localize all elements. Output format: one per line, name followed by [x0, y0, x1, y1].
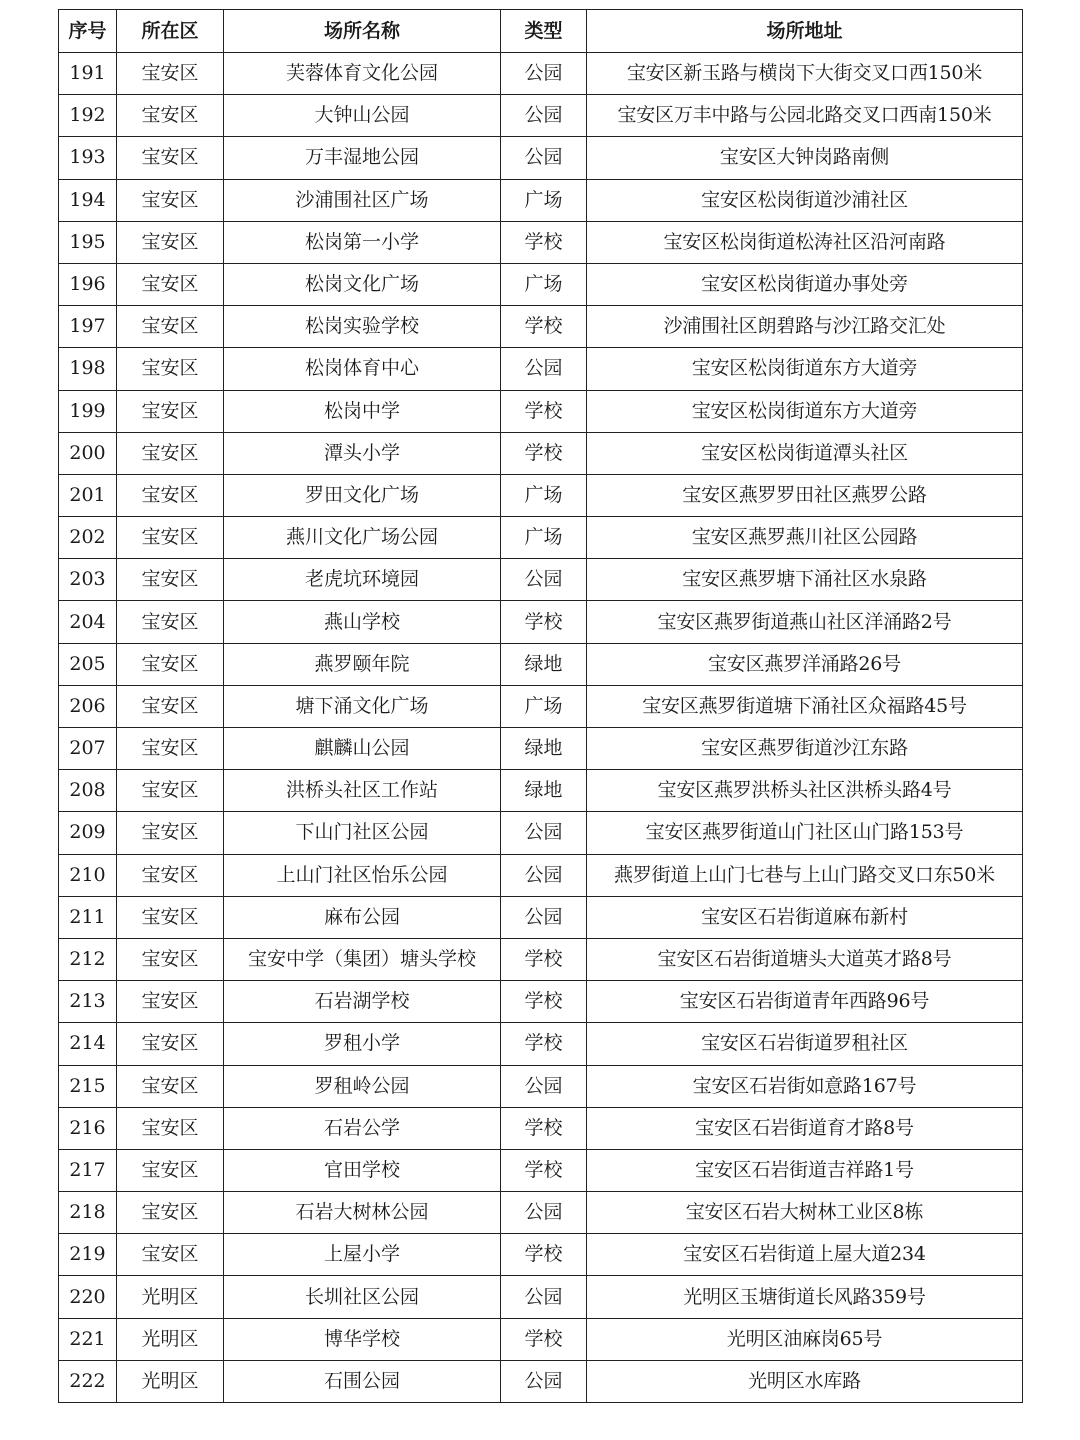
- table-row: [59, 685, 1023, 727]
- cell-index: 212: [59, 938, 117, 980]
- cell-address: 宝安区松岗街道松涛社区沿河南路: [587, 221, 1023, 263]
- cell-type: 学校: [501, 306, 587, 348]
- cell-index: 196: [59, 263, 117, 305]
- table-row: [59, 95, 1023, 137]
- table-row: [59, 1234, 1023, 1276]
- cell-address: 宝安区松岗街道东方大道旁: [587, 390, 1023, 432]
- table-row: [59, 263, 1023, 305]
- cell-type: 学校: [501, 1318, 587, 1360]
- cell-address: 宝安区石岩街道上屋大道234: [587, 1234, 1023, 1276]
- cell-address: 宝安区大钟岗路南侧: [587, 137, 1023, 179]
- cell-address: 宝安区万丰中路与公园北路交叉口西南150米: [587, 95, 1023, 137]
- cell-type: 学校: [501, 221, 587, 263]
- table-row: [59, 938, 1023, 980]
- cell-district: 宝安区: [117, 728, 224, 770]
- cell-type: 学校: [501, 601, 587, 643]
- cell-address: 宝安区燕罗燕川社区公园路: [587, 517, 1023, 559]
- cell-district: 宝安区: [117, 1107, 224, 1149]
- cell-index: 203: [59, 559, 117, 601]
- cell-venue-name: 长圳社区公园: [224, 1276, 501, 1318]
- cell-district: 宝安区: [117, 306, 224, 348]
- cell-venue-name: 大钟山公园: [224, 95, 501, 137]
- header-address: 场所地址: [587, 10, 1023, 53]
- cell-address: 宝安区松岗街道沙浦社区: [587, 179, 1023, 221]
- cell-address: 光明区水库路: [587, 1360, 1023, 1402]
- cell-address: 宝安区石岩街道育才路8号: [587, 1107, 1023, 1149]
- cell-type: 公园: [501, 896, 587, 938]
- table-row: [59, 1192, 1023, 1234]
- cell-index: 205: [59, 643, 117, 685]
- table-row: [59, 137, 1023, 179]
- cell-district: 宝安区: [117, 348, 224, 390]
- cell-district: 光明区: [117, 1318, 224, 1360]
- cell-district: 光明区: [117, 1276, 224, 1318]
- cell-type: 学校: [501, 1023, 587, 1065]
- cell-index: 200: [59, 432, 117, 474]
- cell-district: 宝安区: [117, 1023, 224, 1065]
- cell-venue-name: 潭头小学: [224, 432, 501, 474]
- cell-index: 217: [59, 1149, 117, 1191]
- table-row: [59, 1065, 1023, 1107]
- cell-type: 学校: [501, 1234, 587, 1276]
- table-row: [59, 1023, 1023, 1065]
- cell-district: 宝安区: [117, 1234, 224, 1276]
- cell-address: 宝安区燕罗街道塘下涌社区众福路45号: [587, 685, 1023, 727]
- cell-venue-name: 官田学校: [224, 1149, 501, 1191]
- cell-district: 宝安区: [117, 896, 224, 938]
- cell-venue-name: 松岗文化广场: [224, 263, 501, 305]
- table-row: [59, 1149, 1023, 1191]
- cell-index: 210: [59, 854, 117, 896]
- cell-index: 197: [59, 306, 117, 348]
- cell-district: 宝安区: [117, 770, 224, 812]
- table-row: [59, 348, 1023, 390]
- cell-venue-name: 芙蓉体育文化公园: [224, 53, 501, 95]
- cell-type: 绿地: [501, 770, 587, 812]
- table-row: [59, 474, 1023, 516]
- table-header: [59, 10, 1023, 53]
- table-row: [59, 812, 1023, 854]
- cell-venue-name: 燕罗颐年院: [224, 643, 501, 685]
- cell-district: 宝安区: [117, 53, 224, 95]
- cell-district: 宝安区: [117, 938, 224, 980]
- cell-type: 广场: [501, 685, 587, 727]
- cell-venue-name: 上屋小学: [224, 1234, 501, 1276]
- cell-index: 206: [59, 685, 117, 727]
- cell-index: 195: [59, 221, 117, 263]
- cell-district: 宝安区: [117, 685, 224, 727]
- cell-type: 公园: [501, 95, 587, 137]
- cell-index: 219: [59, 1234, 117, 1276]
- cell-venue-name: 麻布公园: [224, 896, 501, 938]
- cell-venue-name: 麒麟山公园: [224, 728, 501, 770]
- cell-address: 宝安区燕罗罗田社区燕罗公路: [587, 474, 1023, 516]
- cell-venue-name: 石岩湖学校: [224, 981, 501, 1023]
- cell-venue-name: 上山门社区怡乐公园: [224, 854, 501, 896]
- cell-index: 220: [59, 1276, 117, 1318]
- cell-type: 学校: [501, 432, 587, 474]
- cell-index: 221: [59, 1318, 117, 1360]
- cell-index: 222: [59, 1360, 117, 1402]
- cell-type: 绿地: [501, 643, 587, 685]
- cell-district: 宝安区: [117, 643, 224, 685]
- cell-venue-name: 松岗实验学校: [224, 306, 501, 348]
- cell-district: 宝安区: [117, 559, 224, 601]
- cell-venue-name: 燕川文化广场公园: [224, 517, 501, 559]
- cell-index: 192: [59, 95, 117, 137]
- cell-venue-name: 老虎坑环境园: [224, 559, 501, 601]
- cell-index: 191: [59, 53, 117, 95]
- cell-type: 公园: [501, 1360, 587, 1402]
- cell-venue-name: 洪桥头社区工作站: [224, 770, 501, 812]
- cell-address: 宝安区燕罗塘下涌社区水泉路: [587, 559, 1023, 601]
- cell-district: 宝安区: [117, 1149, 224, 1191]
- cell-index: 204: [59, 601, 117, 643]
- cell-district: 宝安区: [117, 474, 224, 516]
- cell-type: 公园: [501, 1192, 587, 1234]
- cell-district: 宝安区: [117, 137, 224, 179]
- cell-venue-name: 宝安中学（集团）塘头学校: [224, 938, 501, 980]
- cell-venue-name: 松岗中学: [224, 390, 501, 432]
- cell-index: 208: [59, 770, 117, 812]
- cell-type: 公园: [501, 348, 587, 390]
- cell-address: 宝安区松岗街道办事处旁: [587, 263, 1023, 305]
- cell-index: 215: [59, 1065, 117, 1107]
- table-row: [59, 601, 1023, 643]
- cell-venue-name: 沙浦围社区广场: [224, 179, 501, 221]
- cell-type: 广场: [501, 263, 587, 305]
- cell-venue-name: 万丰湿地公园: [224, 137, 501, 179]
- cell-district: 宝安区: [117, 601, 224, 643]
- cell-type: 公园: [501, 559, 587, 601]
- cell-address: 宝安区石岩街如意路167号: [587, 1065, 1023, 1107]
- cell-type: 公园: [501, 812, 587, 854]
- cell-address: 宝安区石岩街道罗租社区: [587, 1023, 1023, 1065]
- cell-district: 宝安区: [117, 981, 224, 1023]
- cell-address: 宝安区燕罗洋涌路26号: [587, 643, 1023, 685]
- cell-type: 学校: [501, 938, 587, 980]
- cell-index: 194: [59, 179, 117, 221]
- cell-district: 宝安区: [117, 263, 224, 305]
- cell-type: 广场: [501, 517, 587, 559]
- cell-address: 宝安区石岩街道吉祥路1号: [587, 1149, 1023, 1191]
- cell-venue-name: 燕山学校: [224, 601, 501, 643]
- cell-address: 宝安区石岩街道青年西路96号: [587, 981, 1023, 1023]
- table-row: [59, 390, 1023, 432]
- cell-district: 宝安区: [117, 95, 224, 137]
- cell-index: 211: [59, 896, 117, 938]
- cell-district: 宝安区: [117, 1065, 224, 1107]
- cell-type: 公园: [501, 1276, 587, 1318]
- cell-venue-name: 石岩大树林公园: [224, 1192, 501, 1234]
- cell-index: 201: [59, 474, 117, 516]
- cell-address: 宝安区石岩街道麻布新村: [587, 896, 1023, 938]
- cell-type: 公园: [501, 137, 587, 179]
- table-row: [59, 981, 1023, 1023]
- cell-index: 213: [59, 981, 117, 1023]
- cell-type: 学校: [501, 1107, 587, 1149]
- cell-index: 198: [59, 348, 117, 390]
- table-row: [59, 432, 1023, 474]
- cell-district: 光明区: [117, 1360, 224, 1402]
- cell-venue-name: 罗租小学: [224, 1023, 501, 1065]
- cell-index: 214: [59, 1023, 117, 1065]
- table-row: [59, 221, 1023, 263]
- cell-district: 宝安区: [117, 854, 224, 896]
- cell-address: 宝安区燕罗街道燕山社区洋涌路2号: [587, 601, 1023, 643]
- cell-address: 宝安区燕罗街道山门社区山门路153号: [587, 812, 1023, 854]
- cell-index: 199: [59, 390, 117, 432]
- cell-venue-name: 松岗体育中心: [224, 348, 501, 390]
- table-row: [59, 1360, 1023, 1402]
- cell-address: 宝安区燕罗街道沙江东路: [587, 728, 1023, 770]
- table-row: [59, 1107, 1023, 1149]
- cell-district: 宝安区: [117, 179, 224, 221]
- cell-type: 公园: [501, 854, 587, 896]
- table-row: [59, 770, 1023, 812]
- cell-address: 燕罗街道上山门七巷与上山门路交叉口东50米: [587, 854, 1023, 896]
- cell-type: 公园: [501, 1065, 587, 1107]
- cell-venue-name: 石岩公学: [224, 1107, 501, 1149]
- cell-venue-name: 博华学校: [224, 1318, 501, 1360]
- table-row: [59, 643, 1023, 685]
- cell-district: 宝安区: [117, 1192, 224, 1234]
- cell-venue-name: 松岗第一小学: [224, 221, 501, 263]
- cell-address: 光明区油麻岗65号: [587, 1318, 1023, 1360]
- table-row: [59, 1318, 1023, 1360]
- cell-address: 光明区玉塘街道长风路359号: [587, 1276, 1023, 1318]
- cell-type: 绿地: [501, 728, 587, 770]
- table-row: [59, 53, 1023, 95]
- header-type: 类型: [501, 10, 587, 53]
- cell-type: 广场: [501, 179, 587, 221]
- cell-type: 公园: [501, 53, 587, 95]
- header-row: [59, 10, 1023, 53]
- cell-type: 学校: [501, 390, 587, 432]
- header-index: 序号: [59, 10, 117, 53]
- cell-index: 207: [59, 728, 117, 770]
- cell-venue-name: 下山门社区公园: [224, 812, 501, 854]
- table-row: [59, 517, 1023, 559]
- cell-index: 216: [59, 1107, 117, 1149]
- cell-address: 宝安区松岗街道东方大道旁: [587, 348, 1023, 390]
- venue-table: [58, 9, 1023, 1403]
- cell-address: 沙浦围社区朗碧路与沙江路交汇处: [587, 306, 1023, 348]
- table-row: [59, 896, 1023, 938]
- table-row: [59, 179, 1023, 221]
- cell-address: 宝安区松岗街道潭头社区: [587, 432, 1023, 474]
- cell-district: 宝安区: [117, 221, 224, 263]
- cell-district: 宝安区: [117, 390, 224, 432]
- cell-type: 广场: [501, 474, 587, 516]
- table-row: [59, 728, 1023, 770]
- cell-index: 193: [59, 137, 117, 179]
- cell-district: 宝安区: [117, 432, 224, 474]
- cell-type: 学校: [501, 981, 587, 1023]
- cell-venue-name: 石围公园: [224, 1360, 501, 1402]
- cell-index: 218: [59, 1192, 117, 1234]
- cell-address: 宝安区燕罗洪桥头社区洪桥头路4号: [587, 770, 1023, 812]
- table-row: [59, 854, 1023, 896]
- cell-venue-name: 罗田文化广场: [224, 474, 501, 516]
- cell-venue-name: 罗租岭公园: [224, 1065, 501, 1107]
- cell-address: 宝安区石岩街道塘头大道英才路8号: [587, 938, 1023, 980]
- cell-type: 学校: [501, 1149, 587, 1191]
- cell-index: 202: [59, 517, 117, 559]
- cell-district: 宝安区: [117, 812, 224, 854]
- table-row: [59, 306, 1023, 348]
- cell-address: 宝安区新玉路与横岗下大街交叉口西150米: [587, 53, 1023, 95]
- table-body: [59, 53, 1023, 1403]
- cell-address: 宝安区石岩大树林工业区8栋: [587, 1192, 1023, 1234]
- cell-venue-name: 塘下涌文化广场: [224, 685, 501, 727]
- table-row: [59, 1276, 1023, 1318]
- cell-district: 宝安区: [117, 517, 224, 559]
- header-venue-name: 场所名称: [224, 10, 501, 53]
- header-district: 所在区: [117, 10, 224, 53]
- cell-index: 209: [59, 812, 117, 854]
- table-row: [59, 559, 1023, 601]
